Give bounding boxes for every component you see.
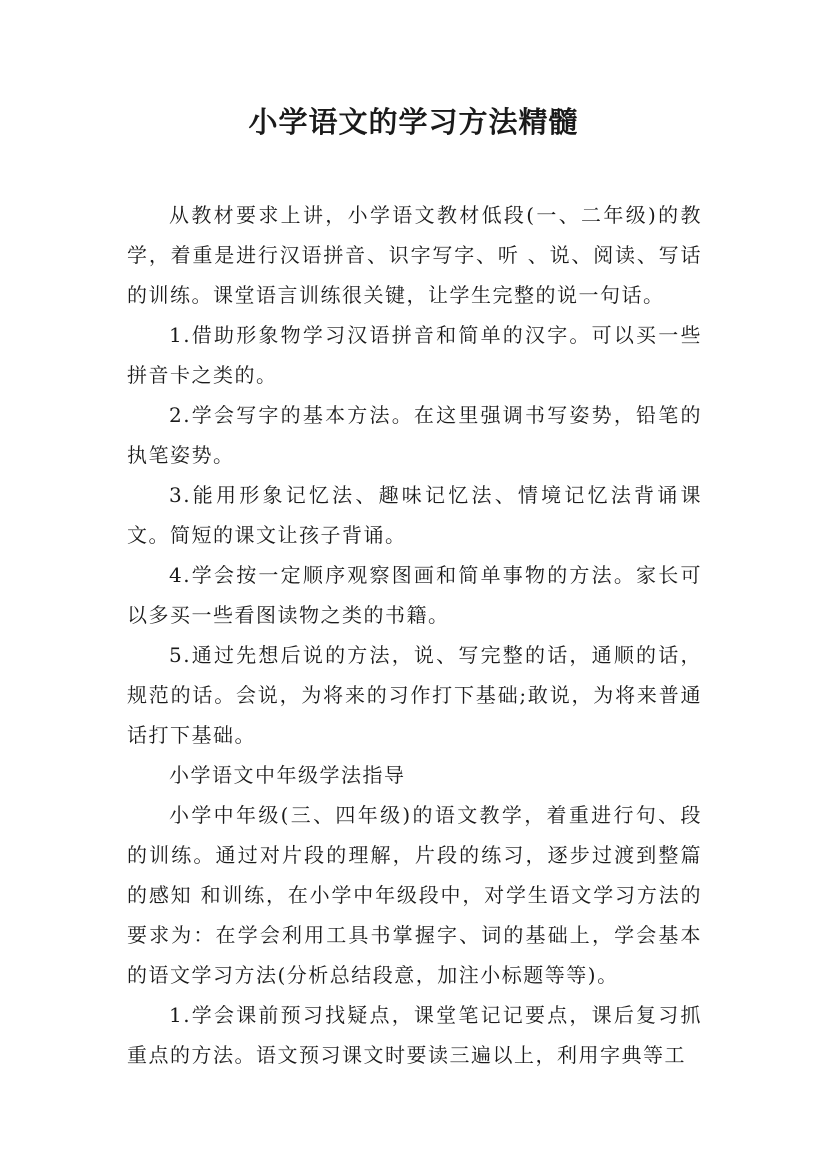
paragraph: 从教材要求上讲，小学语文教材低段(一、二年级)的教学，着重是进行汉语拼音、识字写字、听 、说、阅读、写话的训练。课堂语言训练很关键，让学生完整的说一句话。 <box>127 203 702 307</box>
paragraph: 4.学会按一定顺序观察图画和简单事物的方法。家长可以多买一些看图读物之类的书籍。 <box>127 563 702 627</box>
paragraph: 小学中年级(三、四年级)的语文教学，着重进行句、段的训练。通过对片段的理解，片段的练习，逐步过渡到整篇的感知 和训练，在小学中年级段中，对学生语文学习方法的要求为：在学会利用工具书掌握字、词的基础上，学会基本的语文学习方法(分析总结段意，加注小标题等等)。 <box>127 803 702 987</box>
paragraph: 1.借助形象物学习汉语拼音和简单的汉字。可以买一些拼音卡之类的。 <box>127 323 702 387</box>
document-body <box>127 195 702 1075</box>
document-title: 小学语文的学习方法精髓 <box>248 105 579 139</box>
paragraph: 2.学会写字的基本方法。在这里强调书写姿势，铅笔的执笔姿势。 <box>127 403 702 467</box>
paragraph: 5.通过先想后说的方法，说、写完整的话，通顺的话，规范的话。会说，为将来的习作打下基础;敢说，为将来普通话打下基础。 <box>127 643 702 747</box>
section-heading: 小学语文中年级学法指导 <box>169 763 406 787</box>
paragraph: 3.能用形象记忆法、趣味记忆法、情境记忆法背诵课文。简短的课文让孩子背诵。 <box>127 483 702 547</box>
paragraph: 1.学会课前预习找疑点，课堂笔记记要点，课后复习抓重点的方法。语文预习课文时要读三遍以上，利用字典等工 <box>127 1003 702 1067</box>
